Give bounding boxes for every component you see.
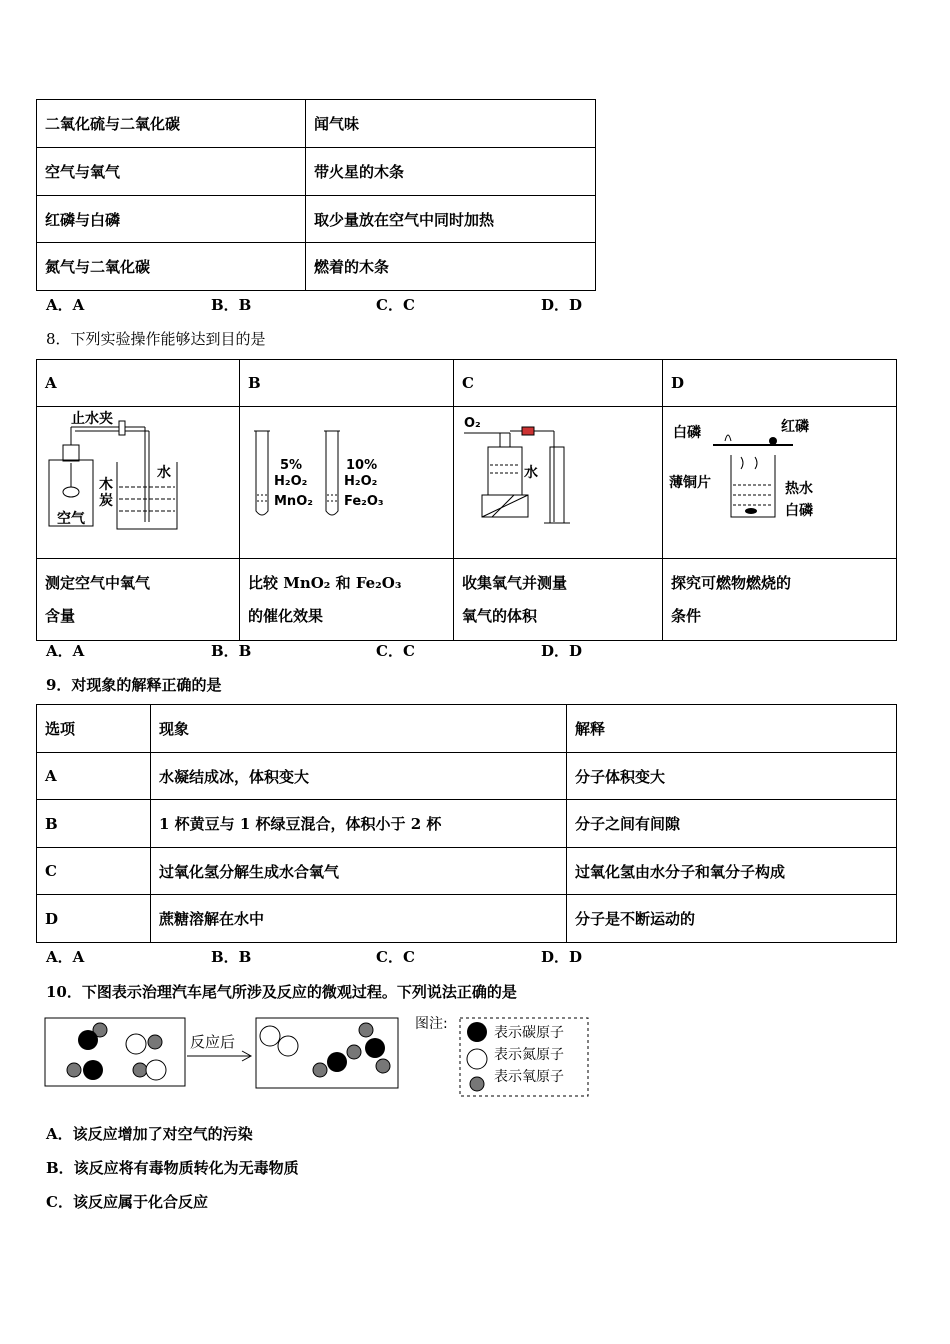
option-c[interactable]: C．C [376,948,415,966]
q8-table [36,359,897,641]
label-o2: O₂ [464,416,481,431]
q10-stem: 10．下图表示治理汽车尾气所涉及反应的微观过程。下列说法正确的是 [46,983,517,1001]
option-b[interactable]: B．B [211,948,252,966]
q9-header: 选项 [37,705,151,753]
q8-header: D [663,360,897,407]
q10-answer-a[interactable]: A．该反应增加了对空气的污染 [46,1125,253,1143]
option-a[interactable]: A．A [46,296,85,314]
label-clamp: 止水夹 [71,411,113,427]
label-fe2o3: Fe₂O₃ [344,494,384,509]
q9-cell: 分子是不断运动的 [567,895,897,943]
apparatus-a-figure [37,407,237,554]
label-air: 空气 [57,511,85,527]
q9-cell: B [37,800,151,848]
q7-cell: 燃着的木条 [306,243,596,291]
q9-cell: 过氧化氢分解生成水合氧气 [151,848,567,895]
q8-caption-c: 收集氧气并测量 氧气的体积 [454,559,663,641]
q7-cell: 带火星的木条 [306,148,596,196]
q9-table [36,704,897,943]
option-d[interactable]: D．D [541,296,583,314]
label-white-p-2: 白磷 [785,503,813,519]
q9-header: 现象 [151,705,567,753]
label-hot-water: 热水 [785,481,813,497]
apparatus-d-figure [663,407,893,554]
option-a[interactable]: A．A [46,642,85,660]
q7-cell: 红磷与白磷 [37,196,306,243]
q8-diagram-a [37,407,240,559]
q7-cell: 闻气味 [306,100,596,148]
q10-answer-b[interactable]: B．该反应将有毒物质转化为无毒物质 [46,1159,299,1177]
label-mno2: MnO₂ [274,494,313,509]
q8-diagram-d [663,407,897,559]
q8-diagram-c [454,407,663,559]
label-10pct: 10% [346,458,378,473]
q7-cell: 取少量放在空气中同时加热 [306,196,596,243]
q8-header: C [454,360,663,407]
label-charcoal-1: 木 [99,477,113,493]
q9-cell: 分子体积变大 [567,753,897,800]
q8-header: B [240,360,454,407]
legend-carbon: 表示碳原子 [494,1025,564,1041]
label-copper: 薄铜片 [669,475,711,491]
apparatus-b-figure [240,407,452,554]
label-h2o2-1: H₂O₂ [274,474,308,489]
q8-header: A [37,360,240,407]
option-a[interactable]: A．A [46,948,85,966]
q9-cell: A [37,753,151,800]
label-water: 水 [157,465,171,481]
arrow-label: 反应后 [190,1033,236,1051]
q9-stem: 9．对现象的解释正确的是 [46,676,222,694]
q9-cell: D [37,895,151,943]
q10-reaction-figure [44,1010,592,1100]
option-b[interactable]: B．B [211,296,252,314]
q7-cell: 空气与氧气 [37,148,306,196]
label-red-p: 红磷 [781,419,809,435]
option-c[interactable]: C．C [376,296,415,314]
q9-cell: 过氧化氢由水分子和氧分子构成 [567,848,897,895]
option-d[interactable]: D．D [541,948,583,966]
q9-cell: 分子之间有间隙 [567,800,897,848]
apparatus-c-figure [454,407,662,554]
q9-header: 解释 [567,705,897,753]
q8-diagram-b [240,407,454,559]
q7-table [36,99,596,291]
q9-cell: 1 杯黄豆与 1 杯绿豆混合，体积小于 2 杯 [151,800,567,848]
q8-stem: 8．下列实验操作能够达到目的是 [46,330,266,348]
q9-cell: 蔗糖溶解在水中 [151,895,567,943]
label-charcoal-2: 炭 [99,493,113,509]
option-c[interactable]: C．C [376,642,415,660]
q9-cell: C [37,848,151,895]
legend-title: 图注: [415,1016,448,1032]
q9-cell: 水凝结成冰，体积变大 [151,753,567,800]
option-b[interactable]: B．B [211,642,252,660]
q8-caption-b: 比较 MnO₂ 和 Fe₂O₃ 的催化效果 [240,559,454,641]
q7-cell: 二氧化硫与二氧化碳 [37,100,306,148]
label-white-p: 白磷 [673,425,701,441]
q7-cell: 氮气与二氧化碳 [37,243,306,291]
label-5pct: 5% [280,458,303,473]
q10-answer-c[interactable]: C．该反应属于化合反应 [46,1193,208,1211]
legend-nitrogen: 表示氮原子 [494,1047,564,1063]
label-h2o2-2: H₂O₂ [344,474,378,489]
q8-caption-d: 探究可燃物燃烧的 条件 [663,559,897,641]
label-water-c: 水 [524,465,538,481]
legend-oxygen: 表示氧原子 [494,1069,564,1085]
q8-caption-a: 测定空气中氧气 含量 [37,559,240,641]
option-d[interactable]: D．D [541,642,583,660]
